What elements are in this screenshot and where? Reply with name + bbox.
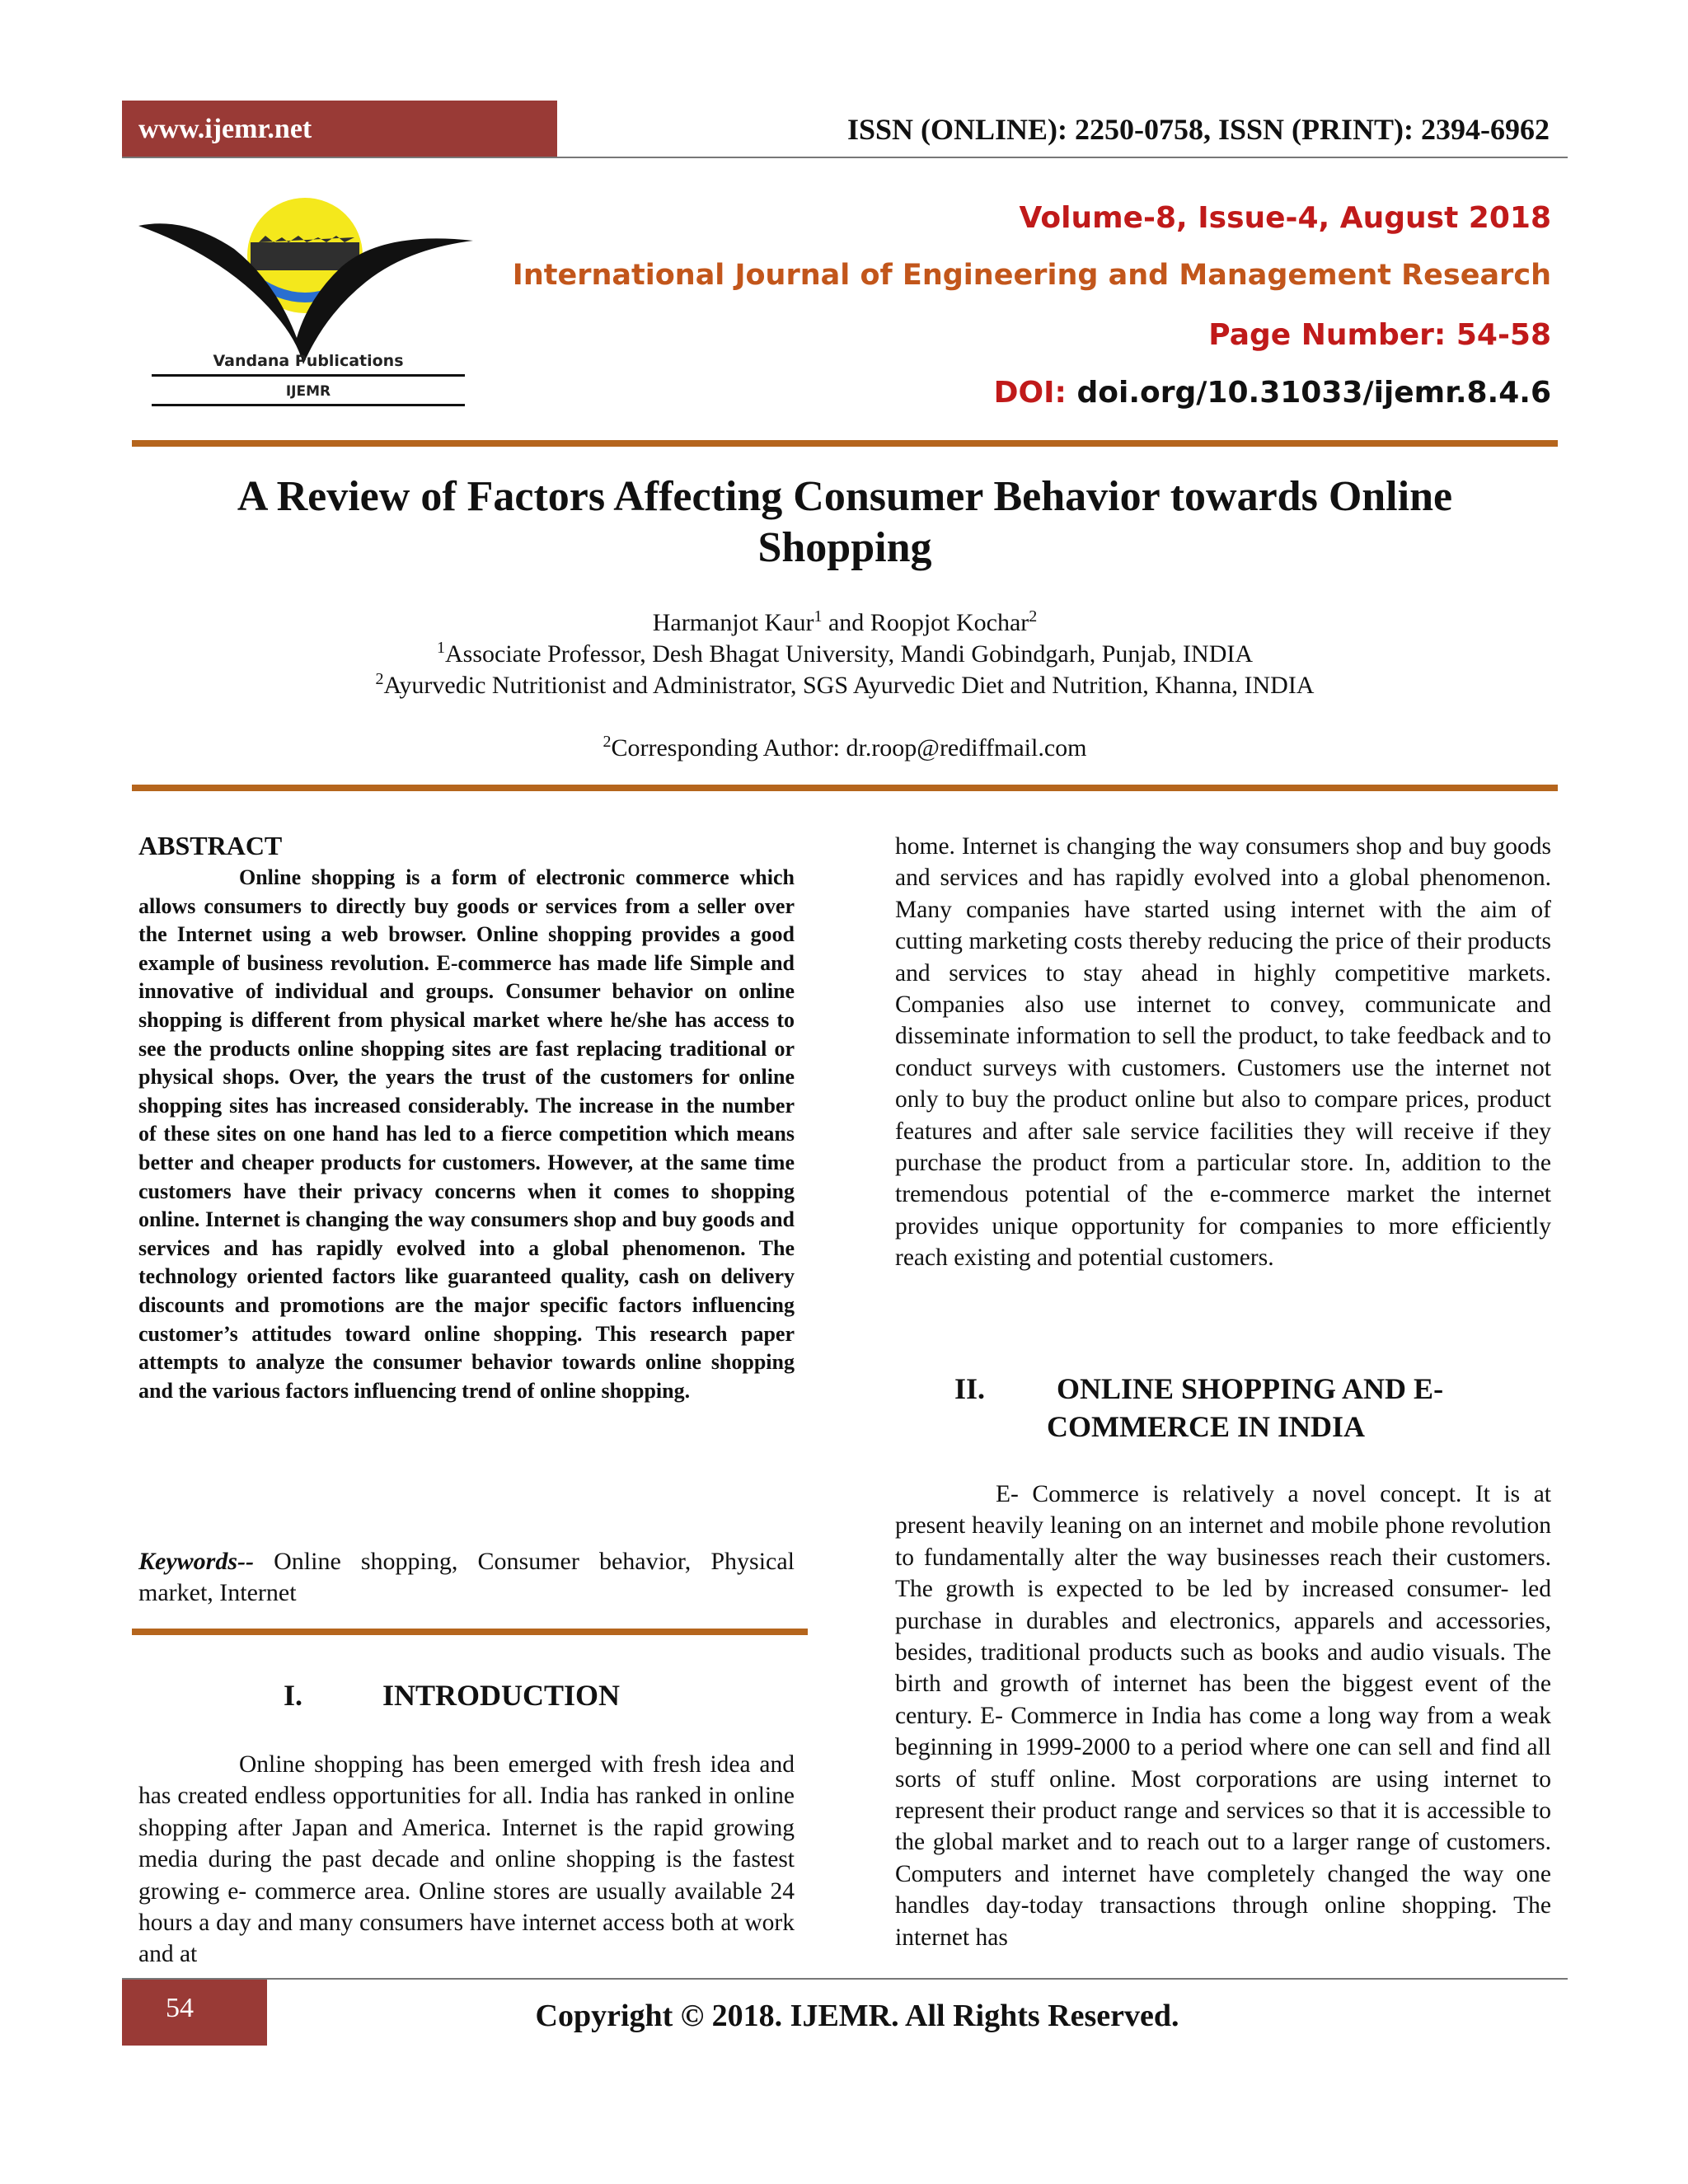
- paper-title: A Review of Factors Affecting Consumer Behavior towards Online Shopping: [237, 473, 1453, 571]
- doi-line: [994, 376, 1551, 410]
- keywords-text: Online shopping, Consumer behavior, Physical market, Internet: [138, 1548, 795, 1606]
- page-number: 54: [166, 1993, 194, 2023]
- aff1-sup: 1: [436, 639, 445, 657]
- abstract-text: Online shopping is a form of electronic commerce which allows consumers to directly buy goods or services from a seller over the Internet using a web browser. Online shopping provides a good example of business revolution. E-commerce has made life Simple and innovative of individual and groups. Consumer behavior on online shopping is different from physical market where he/she has access to see the products online shopping sites are fast replacing traditional or physical shops. Over, the years the trust of the customers for online shopping sites has increased considerably. The increase in the number of these sites on one hand has led to a fierce competition which means better and cheaper products for customers. However, at the same time customers have their privacy concerns when it comes to shopping online. Internet is changing the way consumers shop and buy goods and services and has rapidly evolved into a global phenomenon. The technology oriented factors like guaranteed quality, cash on delivery discounts and promotions are the major specific factors influencing customer’s attitudes toward online shopping. This research paper attempts to analyze the consumer behavior towards online shopping and the various factors influencing trend of online shopping.: [138, 865, 795, 1403]
- author-line: [165, 607, 1525, 639]
- site-url[interactable]: www.ijemr.net: [138, 114, 312, 144]
- author-1: Harmanjot Kaur: [652, 609, 814, 636]
- copyright-notice: Copyright © 2018. IJEMR. All Rights Reserved.: [535, 1999, 1179, 2033]
- footer-divider: [122, 1978, 1568, 1980]
- journal-name: International Journal of Engineering and Management Research: [512, 259, 1551, 292]
- introduction-text: Online shopping has been emerged with fresh idea and has created endless opportunities for all. India has ranked in online shopping after Japan and America. Internet is the rapid growing media during the past decade and online shopping is the fastest growing e- commerce area. Online stores are usually available 24 hours a day and many consumers have internet access both at work and at: [138, 1751, 795, 1968]
- aff1-text: Associate Professor, Desh Bhagat University, Mandi Gobindgarh, Punjab, INDIA: [444, 640, 1254, 668]
- corr-sup: 2: [603, 733, 612, 751]
- publisher-name: Vandana Publications: [213, 352, 404, 370]
- header-divider: [122, 157, 1568, 158]
- corr-text: Corresponding Author: dr.roop@rediffmail.com: [611, 734, 1087, 762]
- section-2-text: E- Commerce is relatively a novel concept. It is at present heavily leaning on an internet and mobile phone revolution to fundamentally alter the way businesses reach their customers. The growth is expected to be led by increased consumer- led purchase in durables and electronics, apparels and accessories, besides, traditional products such as books and audio visuals. The birth and growth of internet has been the biggest event of the century. E- Commerce in India has come a long way from a weak beginning in 1999-2000 to a period where one can sell and find all sorts of stuff online. Most corporations are using internet to represent their product range and services so that it is accessible to the global market and to reach out to a larger range of customers. Computers and internet have completely changed the way one handles day-today transactions through online shopping. The internet has: [895, 1481, 1551, 1951]
- keywords-label: Keywords--: [138, 1548, 254, 1575]
- bird-sun-logo-icon: [135, 191, 481, 417]
- doi-link[interactable]: doi.org/10.31033/ijemr.8.4.6: [1076, 376, 1551, 410]
- introduction-continued-text: home. Internet is changing the way consumers shop and buy goods and services and has rapidly evolved into a global phenomenon. Many companies have started using internet with the aim of cutting marketing costs thereby reducing the price of their products and services to stay ahead in highly competitive markets. Companies also use internet to convey, communicate and disseminate information to sell the product, to take feedback and to conduct surveys with customers. Customers use the internet not only to buy the product online but also to compare prices, product features and after sale service facilities they will receive if they purchase the product from a particular store. In, addition to the tremendous potential of the e-commerce market the internet provides unique opportunity for companies to more efficiently reach existing and potential customers.: [895, 833, 1551, 1272]
- affiliation-2: [165, 670, 1525, 701]
- journal-logo: [135, 191, 481, 417]
- issn-line: ISSN (ONLINE): 2250-0758, ISSN (PRINT): 2394-6962: [846, 113, 1550, 146]
- logo-abbr: IJEMR: [285, 383, 331, 400]
- author-2-sup: 2: [1029, 607, 1038, 626]
- abstract-heading: ABSTRACT: [138, 831, 283, 860]
- page-range: Page Number: 54-58: [1208, 318, 1551, 352]
- volume-issue: Volume-8, Issue-4, August 2018: [1019, 201, 1551, 235]
- title-top-divider: [132, 440, 1558, 447]
- keywords: [138, 1546, 795, 1609]
- author-and: and: [828, 609, 865, 636]
- section-title: INTRODUCTION: [382, 1679, 621, 1712]
- abstract-divider: [132, 1629, 808, 1635]
- section-number: I.: [284, 1679, 303, 1712]
- doi-label: DOI:: [993, 376, 1067, 410]
- corresponding-author: [165, 733, 1525, 764]
- section-number: II.: [954, 1372, 986, 1405]
- affiliation-1: [165, 639, 1525, 670]
- section-title-line1: ONLINE SHOPPING AND E-: [1057, 1372, 1444, 1405]
- section-title-line2: COMMERCE IN INDIA: [1047, 1410, 1365, 1443]
- body-top-divider: [132, 785, 1558, 791]
- aff2-sup: 2: [375, 670, 384, 688]
- author-2: Roopjot Kochar: [870, 609, 1029, 636]
- author-1-sup: 1: [814, 607, 823, 626]
- aff2-text: Ayurvedic Nutritionist and Administrator, SGS Ayurvedic Diet and Nutrition, Khanna, INDIA: [383, 672, 1315, 699]
